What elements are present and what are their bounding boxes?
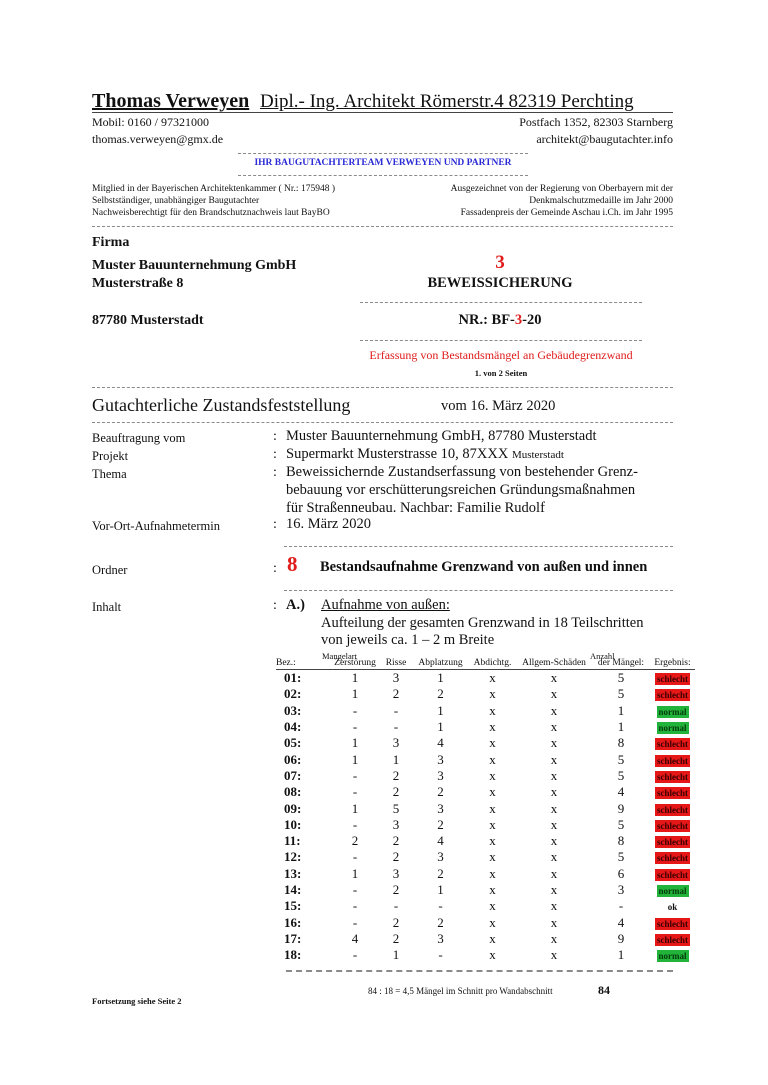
- result-badge: schlecht: [657, 771, 688, 782]
- recipient-city: 87780 Musterstadt: [92, 313, 204, 328]
- row-zerstoerung: -: [352, 702, 358, 718]
- row-zerstoerung: -: [352, 882, 358, 897]
- letterhead-title: [92, 90, 634, 113]
- row-ergebnis: [650, 931, 695, 947]
- row-anzahl: -: [618, 898, 624, 914]
- row-anzahl: 1: [617, 702, 625, 718]
- row-risse: 5: [392, 800, 400, 816]
- inhalt-line-2: von jeweils ca. 1 – 2 m Breite: [321, 632, 495, 648]
- section-title: Gutachterliche Zustandsfeststellung: [92, 395, 351, 415]
- doc-reference-number: [360, 312, 640, 329]
- auftrag-label: Beauftragung vom: [92, 431, 186, 445]
- divider: [360, 302, 642, 303]
- defects-table-body: [276, 670, 695, 964]
- row-anzahl: 5: [617, 816, 625, 832]
- result-badge: schlecht: [657, 804, 688, 815]
- table-row: [276, 931, 695, 947]
- doc-number-big: 3: [495, 252, 505, 273]
- row-ergebnis: [650, 914, 695, 930]
- table-header-row: [276, 658, 695, 670]
- row-abplatzung: 4: [437, 833, 444, 849]
- row-abdichtung: x: [489, 882, 496, 897]
- architect-title-address: Dipl.- Ing. Architekt Römerstr.4 82319 Perchting: [259, 91, 634, 112]
- thema-label: Thema: [92, 467, 127, 481]
- projekt-label: Projekt: [92, 449, 129, 463]
- independence-line: Selbstständiger, unabhängiger Baugutachter: [92, 196, 260, 206]
- fire-protection-line: Nachweisberechtigt für den Brandschutznachweis laut BayBO: [92, 208, 330, 218]
- row-zerstoerung: -: [352, 719, 358, 735]
- row-ergebnis: [650, 719, 695, 735]
- ordner-value: Bestandsaufnahme Grenzwand von außen und innen: [320, 559, 648, 575]
- row-bez: 02:: [284, 686, 302, 702]
- row-allgem-schaeden: x: [550, 865, 558, 881]
- row-ergebnis: [650, 768, 695, 784]
- thema-line-1: Beweissichernde Zustandserfassung von bestehender Grenz-: [286, 464, 638, 480]
- projekt-address: Supermarkt Musterstrasse 10, 87XXX: [286, 446, 509, 462]
- divider: [238, 175, 528, 176]
- row-risse: 2: [392, 849, 400, 865]
- row-ergebnis: [650, 751, 695, 767]
- row-abdichtung: x: [489, 670, 496, 686]
- row-allgem-schaeden: x: [550, 800, 558, 816]
- row-abdichtung: x: [489, 784, 496, 800]
- row-ergebnis: [650, 703, 695, 719]
- result-badge: schlecht: [657, 739, 688, 750]
- result-badge: normal: [658, 951, 687, 962]
- row-risse: 3: [392, 670, 400, 686]
- row-bez: 10:: [284, 816, 302, 832]
- table-row: [276, 768, 695, 784]
- col-risse: Risse: [385, 658, 407, 668]
- table-row: [276, 866, 695, 882]
- row-anzahl: 5: [617, 767, 625, 783]
- table-row: [276, 670, 695, 687]
- result-badge: schlecht: [657, 837, 688, 848]
- row-risse: 2: [392, 930, 400, 946]
- defects-table: [276, 658, 695, 963]
- row-bez: 07:: [284, 767, 302, 783]
- row-risse: 3: [392, 735, 400, 751]
- result-badge: schlecht: [657, 820, 688, 831]
- row-ergebnis: [650, 817, 695, 833]
- inhalt-marker: A.): [286, 597, 305, 613]
- table-row: [276, 947, 695, 963]
- row-abdichtung: x: [489, 898, 496, 914]
- row-allgem-schaeden: x: [550, 833, 558, 849]
- row-abdichtung: x: [489, 767, 496, 783]
- divider: [92, 387, 673, 388]
- table-row: [276, 719, 695, 735]
- letterhead-underline: [92, 112, 673, 113]
- projekt-city: Musterstadt: [511, 449, 564, 461]
- row-abplatzung: 4: [437, 735, 444, 751]
- row-bez: 15:: [284, 898, 302, 914]
- row-allgem-schaeden: x: [550, 898, 558, 914]
- divider: [284, 590, 673, 591]
- row-abdichtung: x: [489, 702, 496, 718]
- table-row: [276, 849, 695, 865]
- row-allgem-schaeden: x: [550, 702, 558, 718]
- continuation-note: Fortsetzung siehe Seite 2: [92, 996, 182, 1006]
- row-bez: 05:: [284, 735, 302, 751]
- row-bez: 17:: [284, 930, 302, 946]
- table-row: [276, 703, 695, 719]
- row-abdichtung: x: [489, 719, 496, 735]
- divider: [92, 226, 673, 227]
- row-anzahl: 9: [617, 800, 625, 816]
- row-abplatzung: 1: [437, 702, 444, 718]
- colon: :: [273, 429, 277, 444]
- row-zerstoerung: 1: [351, 865, 359, 881]
- row-risse: 3: [392, 816, 400, 832]
- row-abplatzung: 3: [437, 930, 444, 946]
- row-abdichtung: x: [489, 800, 496, 816]
- row-anzahl: 9: [617, 930, 625, 946]
- auftrag-value: Muster Bauunternehmung GmbH, 87780 Musterstadt: [286, 428, 597, 444]
- row-abplatzung: 1: [437, 882, 444, 897]
- table-row: [276, 735, 695, 751]
- row-abdichtung: x: [489, 865, 496, 881]
- row-allgem-schaeden: x: [550, 686, 558, 702]
- divider: [284, 546, 673, 547]
- row-anzahl: 3: [617, 882, 625, 897]
- row-anzahl: 6: [617, 865, 625, 881]
- row-allgem-schaeden: x: [550, 914, 558, 930]
- projekt-value: [286, 446, 564, 463]
- row-ergebnis: [650, 784, 695, 800]
- row-ergebnis: [650, 670, 695, 687]
- result-badge: normal: [658, 706, 687, 717]
- doc-nr-prefix: NR.: BF-: [458, 312, 515, 328]
- web-email[interactable]: architekt@baugutachter.info: [536, 132, 673, 146]
- row-risse: -: [393, 702, 399, 718]
- row-zerstoerung: 1: [351, 670, 359, 686]
- ordner-label: Ordner: [92, 563, 128, 577]
- row-risse: -: [393, 719, 399, 735]
- row-anzahl: 4: [617, 914, 625, 930]
- row-allgem-schaeden: x: [550, 849, 558, 865]
- row-ergebnis: [650, 866, 695, 882]
- doc-nr-suffix: -20: [522, 312, 542, 328]
- row-zerstoerung: -: [352, 947, 358, 963]
- result-badge: schlecht: [657, 788, 688, 799]
- thema-line-3: für Straßenneubau. Nachbar: Familie Rudolf: [286, 500, 545, 516]
- award-line-2: Denkmalschutzmedaille im Jahr 2000: [529, 196, 673, 206]
- inhalt-heading: Aufnahme von außen:: [321, 597, 450, 613]
- row-ergebnis: [650, 686, 695, 702]
- table-row: [276, 898, 695, 914]
- row-allgem-schaeden: x: [550, 882, 558, 897]
- mangelart-label: Mangelart: [322, 651, 357, 661]
- col-anzahl: der Mängel:: [597, 658, 645, 668]
- row-abplatzung: 3: [437, 800, 444, 816]
- mobile-number: Mobil: 0160 / 97321000: [92, 115, 210, 129]
- table-row: [276, 751, 695, 767]
- row-zerstoerung: -: [352, 816, 358, 832]
- row-ergebnis: [650, 849, 695, 865]
- doc-subtitle: Erfassung von Bestandsmängel an Gebäudegrenzwand: [369, 348, 633, 362]
- row-bez: 08:: [284, 784, 302, 800]
- row-ergebnis: [650, 800, 695, 816]
- row-zerstoerung: 2: [351, 833, 359, 849]
- inhalt-line-1: Aufteilung der gesamten Grenzwand in 18 Teilschritten: [321, 615, 644, 631]
- row-abplatzung: 1: [437, 719, 444, 735]
- row-allgem-schaeden: x: [550, 767, 558, 783]
- row-abdichtung: x: [489, 686, 496, 702]
- row-abplatzung: 3: [437, 751, 444, 767]
- row-allgem-schaeden: x: [550, 784, 558, 800]
- row-abplatzung: 3: [437, 849, 444, 865]
- architect-name: Thomas Verweyen: [92, 90, 250, 112]
- row-abdichtung: x: [489, 947, 496, 963]
- row-bez: 06:: [284, 751, 302, 767]
- row-bez: 11:: [284, 833, 301, 849]
- row-zerstoerung: -: [352, 767, 358, 783]
- col-abdichtung: Abdichtg.: [473, 658, 512, 668]
- col-bez: Bez.:: [276, 658, 296, 668]
- row-abdichtung: x: [489, 849, 496, 865]
- row-abplatzung: -: [438, 947, 443, 963]
- colon: :: [273, 447, 277, 462]
- row-abdichtung: x: [489, 914, 496, 930]
- table-row: [276, 800, 695, 816]
- termin-label: Vor-Ort-Aufnahmetermin: [92, 519, 220, 533]
- row-anzahl: 4: [617, 784, 625, 800]
- colon: :: [273, 598, 277, 613]
- divider: [360, 340, 642, 341]
- page-count: 1. von 2 Seiten: [474, 368, 528, 378]
- row-risse: 2: [392, 686, 400, 702]
- row-allgem-schaeden: x: [550, 930, 558, 946]
- row-allgem-schaeden: x: [550, 719, 558, 735]
- row-abplatzung: 1: [437, 670, 444, 686]
- result-badge: schlecht: [657, 690, 688, 701]
- row-abplatzung: 2: [437, 816, 444, 832]
- row-allgem-schaeden: x: [550, 670, 558, 686]
- col-zerstoerung: Zerstörung: [334, 658, 376, 668]
- row-bez: 04:: [284, 719, 302, 735]
- row-abdichtung: x: [489, 735, 496, 751]
- row-risse: 2: [392, 767, 400, 783]
- row-risse: 3: [392, 865, 400, 881]
- row-risse: 1: [392, 947, 400, 963]
- divider: [92, 422, 673, 423]
- row-zerstoerung: 1: [351, 751, 359, 767]
- row-abdichtung: x: [489, 833, 496, 849]
- table-row: [276, 914, 695, 930]
- row-ergebnis: [650, 898, 695, 914]
- row-zerstoerung: -: [352, 914, 358, 930]
- row-bez: 09:: [284, 800, 302, 816]
- row-bez: 16:: [284, 914, 302, 930]
- divider: [238, 153, 528, 154]
- anzahl-label: Anzahl: [590, 651, 615, 661]
- row-ergebnis: [650, 735, 695, 751]
- table-row: [276, 686, 695, 702]
- row-anzahl: 5: [617, 849, 625, 865]
- row-risse: 1: [392, 751, 400, 767]
- row-bez: 14:: [284, 882, 302, 897]
- award-line-3: Fassadenpreis der Gemeinde Aschau i.Ch. im Jahr 1995: [460, 208, 673, 218]
- row-abdichtung: x: [489, 751, 496, 767]
- recipient-label: Firma: [92, 235, 130, 250]
- section-date: vom 16. März 2020: [441, 398, 556, 414]
- row-zerstoerung: 1: [351, 735, 359, 751]
- row-anzahl: 1: [617, 719, 625, 735]
- row-zerstoerung: 4: [351, 930, 359, 946]
- row-bez: 12:: [284, 849, 302, 865]
- row-anzahl: 5: [617, 670, 625, 686]
- row-abplatzung: 2: [437, 914, 444, 930]
- row-zerstoerung: -: [352, 849, 358, 865]
- row-bez: 18:: [284, 947, 302, 963]
- row-risse: 2: [392, 833, 400, 849]
- row-risse: -: [393, 898, 399, 914]
- row-anzahl: 1: [617, 947, 625, 963]
- table-row: [276, 784, 695, 800]
- result-badge: schlecht: [657, 918, 688, 929]
- table-row: [276, 882, 695, 898]
- colon: :: [273, 465, 277, 480]
- email-address[interactable]: thomas.verweyen@gmx.de: [92, 132, 224, 146]
- result-badge: ok: [667, 902, 678, 913]
- row-anzahl: 5: [617, 686, 625, 702]
- row-abdichtung: x: [489, 930, 496, 946]
- row-allgem-schaeden: x: [550, 751, 558, 767]
- total-defects: 84: [598, 983, 610, 997]
- row-bez: 03:: [284, 702, 302, 718]
- row-risse: 2: [392, 914, 400, 930]
- postfach-address: Postfach 1352, 82303 Starnberg: [519, 115, 673, 129]
- membership-line: Mitglied in der Bayerischen Architektenkammer ( Nr.: 175948 ): [92, 184, 335, 194]
- row-risse: 2: [392, 784, 400, 800]
- inhalt-label: Inhalt: [92, 600, 122, 614]
- result-badge: schlecht: [657, 674, 688, 685]
- row-ergebnis: [650, 882, 695, 898]
- row-risse: 2: [392, 882, 400, 897]
- table-bottom-divider: [286, 970, 673, 972]
- result-badge: schlecht: [657, 869, 688, 880]
- row-abdichtung: x: [489, 816, 496, 832]
- doc-nr-mid: 3: [514, 312, 523, 328]
- result-badge: schlecht: [657, 755, 688, 766]
- row-allgem-schaeden: x: [550, 735, 558, 751]
- row-bez: 13:: [284, 865, 302, 881]
- ordner-number: 8: [287, 552, 298, 576]
- row-zerstoerung: 1: [351, 686, 359, 702]
- recipient-street: Musterstraße 8: [92, 276, 184, 291]
- row-ergebnis: [650, 833, 695, 849]
- row-anzahl: 8: [617, 833, 625, 849]
- col-abplatzung: Abplatzung: [418, 658, 463, 668]
- result-badge: schlecht: [657, 853, 688, 864]
- row-anzahl: 5: [617, 751, 625, 767]
- recipient-company: Muster Bauunternehmung GmbH: [92, 258, 297, 273]
- row-anzahl: 8: [617, 735, 625, 751]
- row-abplatzung: 3: [437, 767, 444, 783]
- thema-line-2: bebauung vor erschütterungsreichen Gründungsmaßnahmen: [286, 482, 636, 498]
- doc-type: BEWEISSICHERUNG: [427, 275, 573, 291]
- row-abplatzung: 2: [437, 865, 444, 881]
- row-allgem-schaeden: x: [550, 816, 558, 832]
- colon: :: [273, 517, 277, 532]
- row-abplatzung: -: [438, 898, 443, 914]
- average-summary: 84 : 18 = 4,5 Mängel im Schnitt pro Wandabschnitt: [368, 986, 553, 996]
- table-row: [276, 833, 695, 849]
- row-zerstoerung: -: [352, 898, 358, 914]
- colon: :: [273, 561, 277, 576]
- result-badge: normal: [658, 886, 687, 896]
- row-bez: 01:: [284, 670, 302, 686]
- award-line-1: Ausgezeichnet von der Regierung von Oberbayern mit der: [450, 184, 673, 194]
- row-abplatzung: 2: [437, 784, 444, 800]
- col-ergebnis: Ergebnis:: [654, 658, 691, 668]
- table-row: [276, 817, 695, 833]
- result-badge: normal: [658, 723, 687, 734]
- row-zerstoerung: 1: [351, 800, 359, 816]
- termin-value: 16. März 2020: [286, 516, 371, 532]
- row-abplatzung: 2: [437, 686, 444, 702]
- col-allgem-schaeden: Allgem-Schäden: [522, 658, 586, 668]
- result-badge: schlecht: [657, 934, 688, 945]
- row-allgem-schaeden: x: [550, 947, 558, 963]
- team-banner: IHR BAUGUTACHTERTEAM VERWEYEN UND PARTNER: [254, 158, 512, 168]
- row-zerstoerung: -: [352, 784, 358, 800]
- row-ergebnis: [650, 947, 695, 963]
